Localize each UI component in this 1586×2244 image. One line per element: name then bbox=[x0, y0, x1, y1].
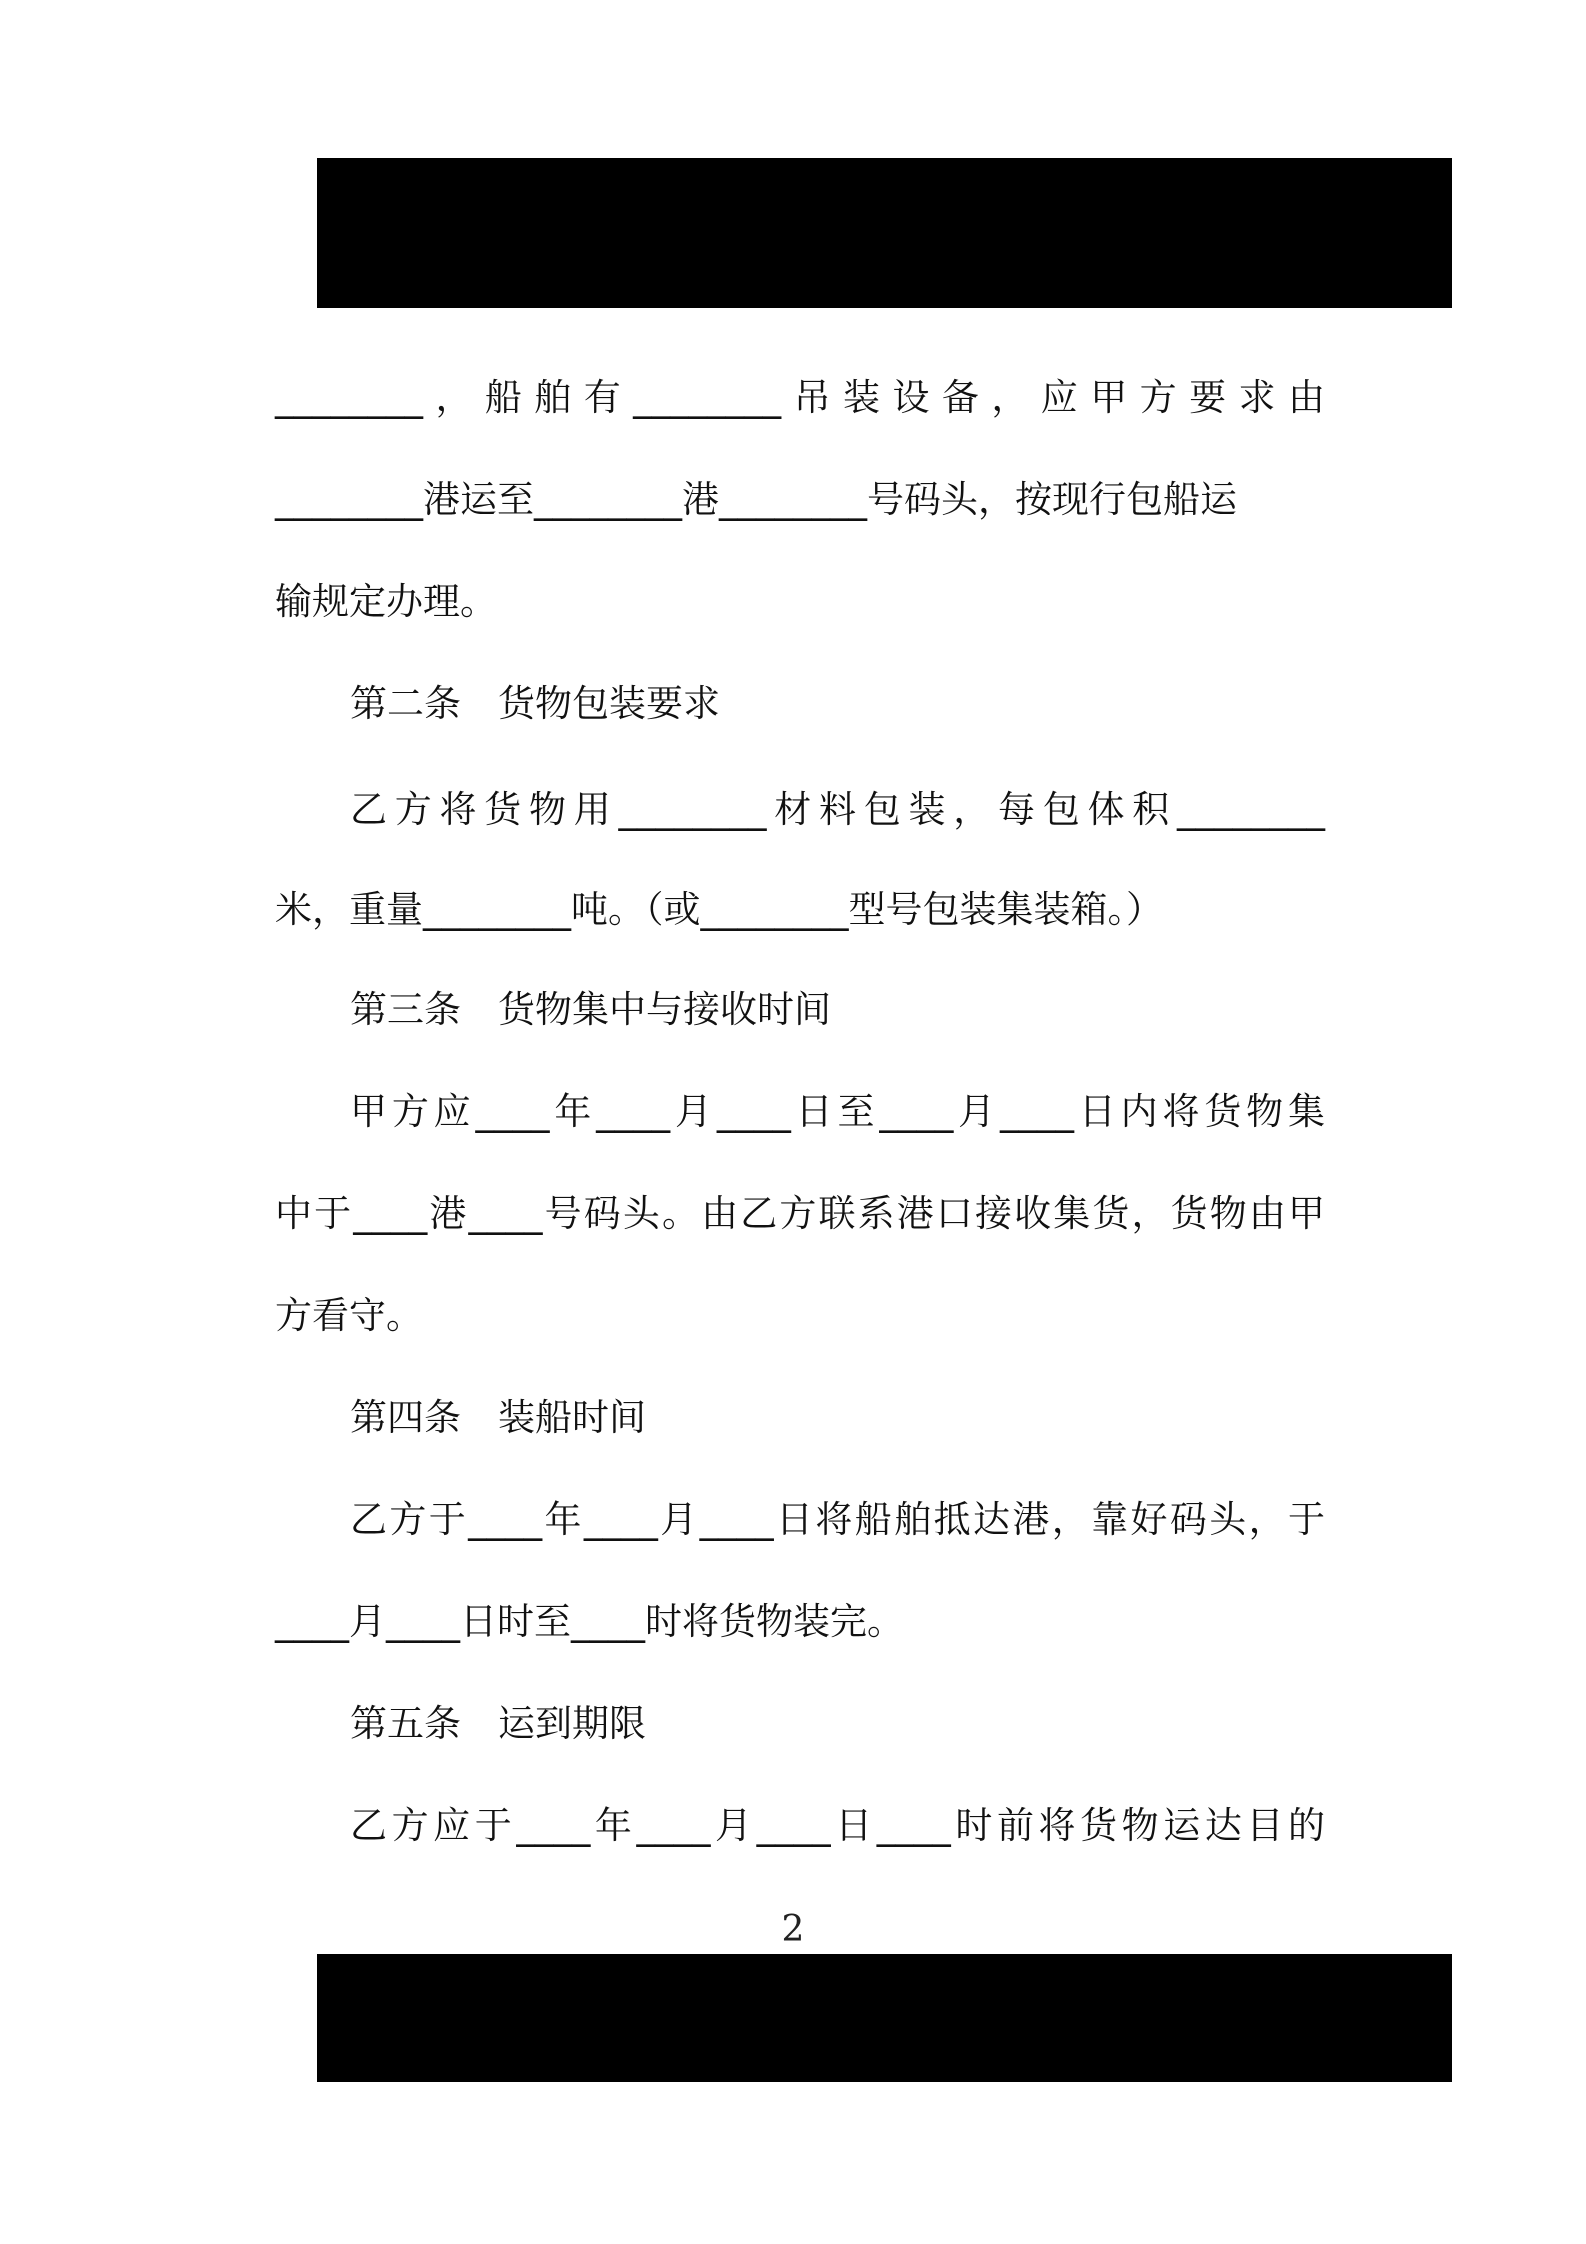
clause-line-1: ________，船舶有________吊装设备，应甲方要求由 bbox=[275, 376, 1325, 419]
article-4-line-2: ____月____日时至____时将货物装完。 bbox=[275, 1600, 904, 1643]
article-2-line-1: 乙方将货物用________材料包装，每包体积________ bbox=[350, 788, 1325, 831]
redaction-bar-bottom bbox=[317, 1954, 1452, 2082]
article-3-heading: 第三条 货物集中与接收时间 bbox=[350, 988, 831, 1031]
article-3-line-1: 甲方应____年____月____日至____月____日内将货物集 bbox=[350, 1090, 1325, 1133]
page-number: 2 bbox=[781, 1909, 805, 1950]
article-2-line-2: 米，重量________吨。（或________型号包装集装箱。） bbox=[275, 888, 1163, 931]
article-3-line-3: 方看守。 bbox=[275, 1294, 423, 1337]
redaction-bar-top bbox=[317, 158, 1452, 308]
article-5-heading: 第五条 运到期限 bbox=[350, 1702, 646, 1745]
article-3-line-2: 中于____港____号码头。由乙方联系港口接收集货，货物由甲 bbox=[275, 1192, 1325, 1235]
clause-line-2: ________港运至________港________号码头，按现行包船运 bbox=[275, 478, 1237, 521]
article-2-heading: 第二条 货物包装要求 bbox=[350, 682, 720, 725]
clause-line-3: 输规定办理。 bbox=[275, 580, 497, 623]
article-5-line-1: 乙方应于____年____月____日____时前将货物运达目的 bbox=[350, 1804, 1325, 1847]
article-4-heading: 第四条 装船时间 bbox=[350, 1396, 646, 1439]
article-4-line-1: 乙方于____年____月____日将船舶抵达港，靠好码头，于 bbox=[350, 1498, 1325, 1541]
